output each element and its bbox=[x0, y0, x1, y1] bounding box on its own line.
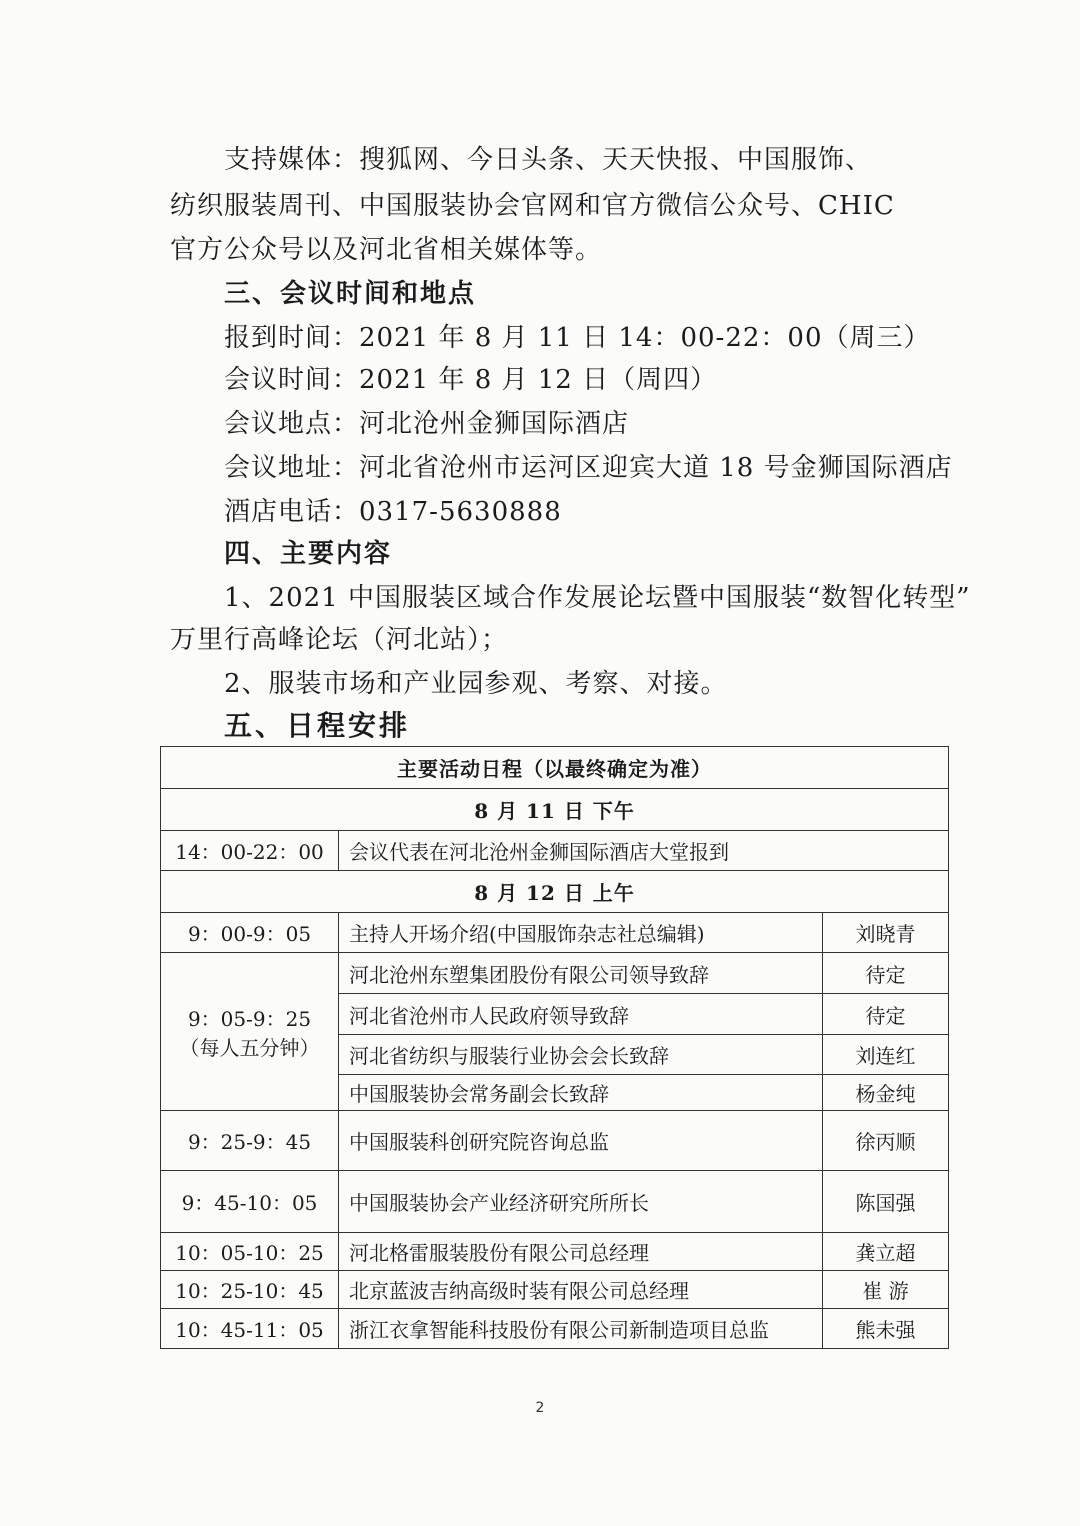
time-cell: 10：05-10：25 bbox=[161, 1233, 339, 1271]
time-cell: 9：00-9：05 bbox=[161, 913, 339, 953]
schedule-table bbox=[160, 746, 949, 1349]
day-1-header: 8 月 11 日 下午 bbox=[161, 789, 949, 831]
table-row bbox=[161, 831, 949, 871]
time-cell-group bbox=[161, 953, 339, 1111]
table-row bbox=[161, 1171, 949, 1233]
media-line-1: 支持媒体：搜狐网、今日头条、天天快报、中国服饰、 bbox=[224, 145, 873, 175]
day-2-header: 8 月 12 日 上午 bbox=[161, 871, 949, 913]
time-cell: 14：00-22：00 bbox=[161, 831, 339, 871]
speaker-cell: 崔 游 bbox=[823, 1271, 949, 1309]
description-cell: 中国服装科创研究院咨询总监 bbox=[339, 1111, 823, 1171]
section-3-heading: 三、会议时间和地点 bbox=[224, 279, 477, 309]
time-cell: 10：45-11：05 bbox=[161, 1309, 339, 1349]
table-row bbox=[161, 913, 949, 953]
time-cell: 9：25-9：45 bbox=[161, 1111, 339, 1171]
description-cell: 北京蓝波吉纳高级时装有限公司总经理 bbox=[339, 1271, 823, 1309]
table-row bbox=[161, 1271, 949, 1309]
speaker-cell: 徐丙顺 bbox=[823, 1111, 949, 1171]
meeting-address: 会议地址：河北省沧州市运河区迎宾大道 18 号金狮国际酒店 bbox=[224, 453, 953, 483]
speaker-cell: 陈国强 bbox=[823, 1171, 949, 1233]
table-row bbox=[161, 789, 949, 831]
table-row bbox=[161, 953, 949, 994]
table-row bbox=[161, 1233, 949, 1271]
content-1-line-2: 万里行高峰论坛（河北站）； bbox=[170, 625, 509, 655]
description-cell: 河北格雷服装股份有限公司总经理 bbox=[339, 1233, 823, 1271]
description-cell: 中国服装协会产业经济研究所所长 bbox=[339, 1171, 823, 1233]
time-cell: 9：45-10：05 bbox=[161, 1171, 339, 1233]
description-cell: 河北沧州东塑集团股份有限公司领导致辞 bbox=[339, 953, 823, 994]
speaker-cell: 刘晓青 bbox=[823, 913, 949, 953]
table-row bbox=[161, 871, 949, 913]
description-cell: 会议代表在河北沧州金狮国际酒店大堂报到 bbox=[339, 831, 949, 871]
speaker-cell: 待定 bbox=[823, 994, 949, 1035]
table-row bbox=[161, 747, 949, 789]
time-cell: 10：25-10：45 bbox=[161, 1271, 339, 1309]
table-row bbox=[161, 1309, 949, 1349]
speaker-cell: 杨金纯 bbox=[823, 1075, 949, 1111]
description-cell: 主持人开场介绍(中国服饰杂志社总编辑) bbox=[339, 913, 823, 953]
speaker-cell: 刘连红 bbox=[823, 1035, 949, 1075]
description-cell: 河北省纺织与服装行业协会会长致辞 bbox=[339, 1035, 823, 1075]
section-5-heading: 五、日程安排 bbox=[224, 709, 411, 742]
time-note: （每人五分钟） bbox=[179, 1035, 320, 1060]
meeting-time: 会议时间：2021 年 8 月 12 日（周四） bbox=[224, 365, 718, 395]
section-4-heading: 四、主要内容 bbox=[224, 539, 393, 569]
schedule-title: 主要活动日程（以最终确定为准） bbox=[161, 747, 949, 789]
time-range: 9：05-9：25 bbox=[187, 1006, 312, 1031]
hotel-phone: 酒店电话：0317-5630888 bbox=[224, 497, 562, 527]
speaker-cell: 熊未强 bbox=[823, 1309, 949, 1349]
description-cell: 河北省沧州市人民政府领导致辞 bbox=[339, 994, 823, 1035]
speaker-cell: 龚立超 bbox=[823, 1233, 949, 1271]
media-line-3: 官方公众号以及河北省相关媒体等。 bbox=[170, 235, 603, 265]
media-line-2: 纺织服装周刊、中国服装协会官网和官方微信公众号、CHIC bbox=[170, 191, 895, 221]
content-2: 2、服装市场和产业园参观、考察、对接。 bbox=[224, 669, 728, 699]
meeting-place: 会议地点：河北沧州金狮国际酒店 bbox=[224, 409, 630, 439]
table-row bbox=[161, 1111, 949, 1171]
speaker-cell: 待定 bbox=[823, 953, 949, 994]
content-1-line-1: 1、2021 中国服装区域合作发展论坛暨中国服装“数智化转型” bbox=[224, 583, 971, 613]
page-number: 2 bbox=[535, 1400, 545, 1416]
checkin-time: 报到时间：2021 年 8 月 11 日 14：00-22：00（周三） bbox=[224, 323, 931, 353]
description-cell: 中国服装协会常务副会长致辞 bbox=[339, 1075, 823, 1111]
description-cell: 浙江衣拿智能科技股份有限公司新制造项目总监 bbox=[339, 1309, 823, 1349]
